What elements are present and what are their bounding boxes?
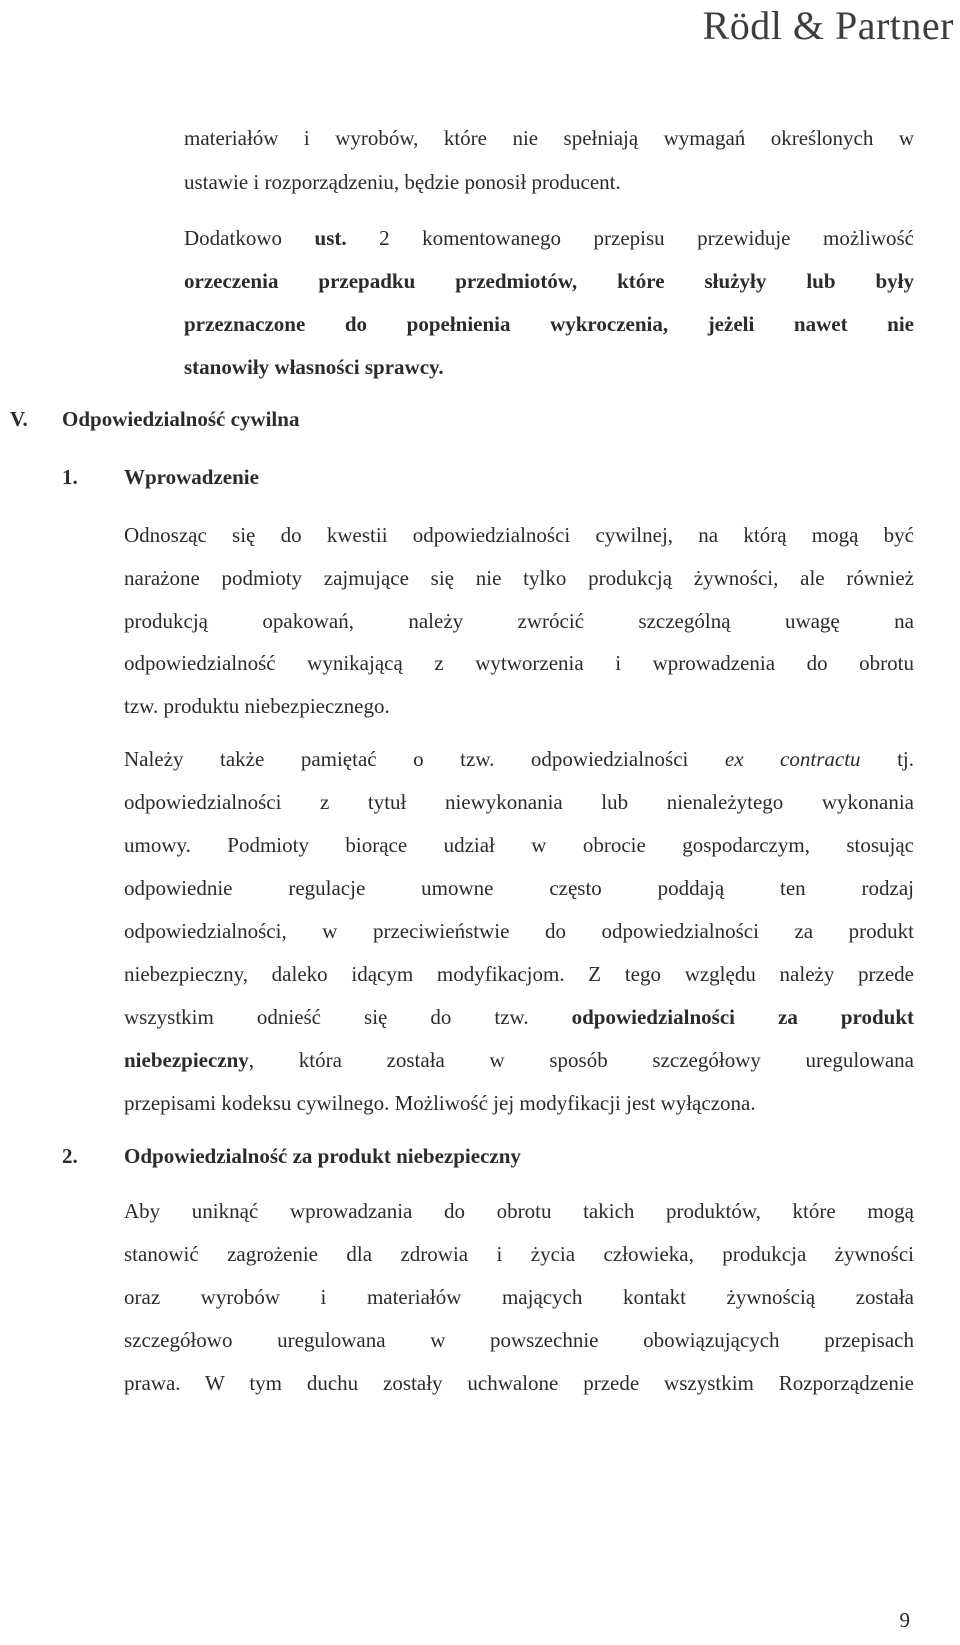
text-run: ust. (314, 226, 347, 250)
paragraph-line: tzw. produktu niebezpiecznego. (124, 694, 390, 718)
subsection-number: 2. (62, 1144, 78, 1168)
text-run: wszystkim odnieść się do tzw. (124, 1005, 572, 1029)
text-run: Dodatkowo (184, 226, 315, 250)
bold-text: odpowiedzialności za produkt (571, 1005, 914, 1029)
paragraph-line: orzeczenia przepadku przedmiotów, które służyły lub były (184, 269, 914, 293)
paragraph-line: umowy. Podmioty biorące udział w obrocie gospodarczym, stosując (124, 833, 914, 857)
paragraph-line: ustawie i rozporządzeniu, będzie ponosił producent. (184, 170, 621, 194)
text-run: tj. (860, 747, 914, 771)
paragraph-line: produkcją opakowań, należy zwrócić szczególną uwagę na (124, 609, 914, 633)
paragraph-line: Odnosząc się do kwestii odpowiedzialności cywilnej, na którą mogą być (124, 523, 914, 547)
bold-text: niebezpieczny (124, 1048, 249, 1072)
paragraph-line: materiałów i wyrobów, które nie spełniają wymagań określonych w (184, 126, 914, 150)
italic-text: ex contractu (724, 747, 861, 771)
paragraph-line: przepisami kodeksu cywilnego. Możliwość jej modyfikacji jest wyłączona. (124, 1091, 756, 1115)
paragraph-line: odpowiedzialność wynikającą z wytworzenia i wprowadzenia do obrotu (124, 651, 914, 675)
paragraph-line (124, 1046, 914, 1074)
paragraph-line: narażone podmioty zajmujące się nie tylko produkcją żywności, ale również (124, 566, 914, 590)
subsection-number: 1. (62, 465, 78, 489)
paragraph-line: prawa. W tym duchu zostały uchwalone przede wszystkim Rozporządzenie (124, 1371, 914, 1395)
paragraph-line: stanowiły własności sprawcy. (184, 355, 444, 379)
text-run: 2 komentowanego przepisu przewiduje możliwość (346, 226, 914, 250)
paragraph-line: oraz wyrobów i materiałów mających kontakt żywnością została (124, 1285, 914, 1309)
paragraph-line: przeznaczone do popełnienia wykroczenia, jeżeli nawet nie (184, 312, 914, 336)
paragraph-line (124, 1003, 914, 1031)
paragraph-line: niebezpieczny, daleko idącym modyfikacjom. Z tego względu należy przede (124, 962, 914, 986)
section-title: Odpowiedzialność cywilna (62, 407, 300, 431)
paragraph-line: odpowiedzialności z tytuł niewykonania lub nienależytego wykonania (124, 790, 914, 814)
subsection-title: Wprowadzenie (124, 465, 259, 489)
section-number: V. (10, 407, 28, 431)
paragraph-line: odpowiedzialności, w przeciwieństwie do odpowiedzialności za produkt (124, 919, 914, 943)
company-logo: Rödl & Partner (702, 3, 954, 48)
text-run: , która została w sposób szczegółowy uregulowana (248, 1048, 914, 1072)
paragraph-line: odpowiednie regulacje umowne często poddają ten rodzaj (124, 876, 914, 900)
text-run: Należy także pamiętać o tzw. odpowiedzialności (124, 747, 725, 771)
paragraph-line: stanowić zagrożenie dla zdrowia i życia człowieka, produkcja żywności (124, 1242, 914, 1266)
paragraph-line: szczegółowo uregulowana w powszechnie obowiązujących przepisach (124, 1328, 914, 1352)
page-number: 9 (899, 1608, 910, 1632)
subsection-title: Odpowiedzialność za produkt niebezpieczny (124, 1144, 521, 1168)
paragraph-line (184, 224, 914, 252)
paragraph-line (124, 745, 914, 773)
paragraph-line: Aby uniknąć wprowadzania do obrotu takich produktów, które mogą (124, 1199, 914, 1223)
